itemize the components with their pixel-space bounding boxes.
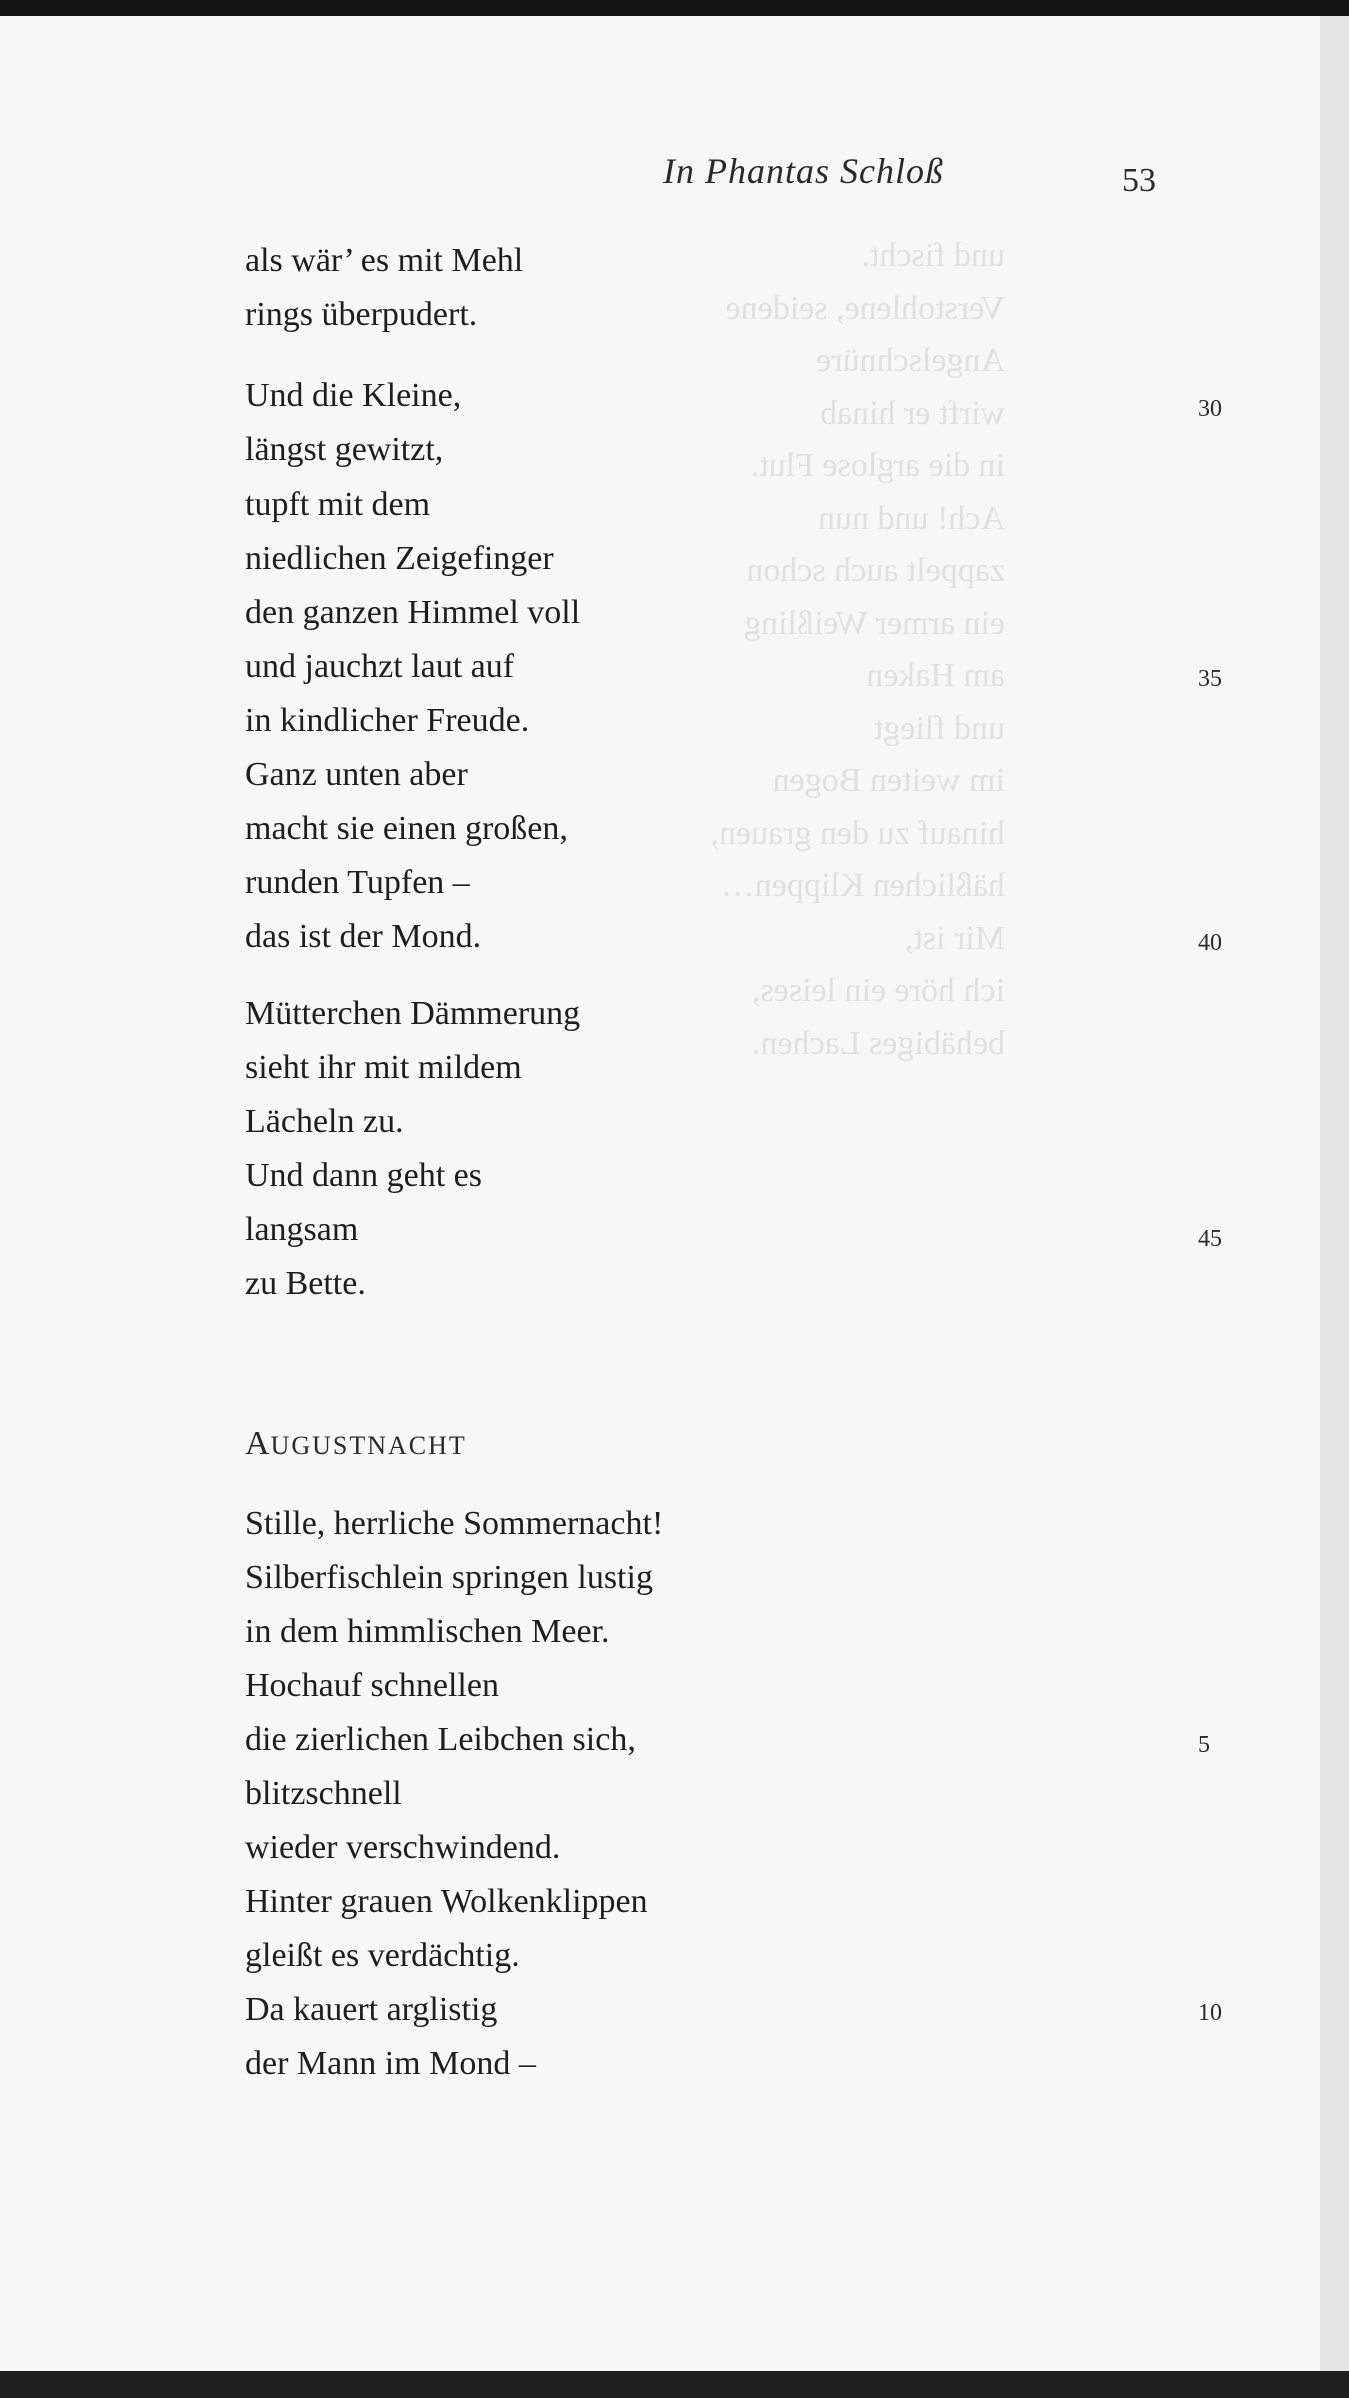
line-number: 40 — [1198, 930, 1222, 956]
augustnacht-line: die zierlichen Leibchen sich, — [245, 1721, 636, 1758]
line-number: 5 — [1198, 1732, 1210, 1758]
poem-line: macht sie einen großen, — [245, 810, 568, 847]
poem-line: und jauchzt laut auf — [245, 648, 515, 685]
line-number: 35 — [1198, 666, 1222, 692]
augustnacht-line: der Mann im Mond – — [245, 2045, 536, 2082]
page-edge — [1320, 16, 1349, 2371]
show-through-text: und fischt. Verstohlene, seidene Angelschnüre wirft er hinab in die arglose Flut. Ach! und nun zappelt auch schon ein armer Weißling am Haken und fliegt im weiten Bogen hinauf zu den grauen, häßlichen Klippen… Mir ist, ich höre ein leises, behäbiges Lachen. — [710, 237, 1005, 1062]
augustnacht-line: Hinter grauen Wolkenklippen — [245, 1883, 648, 1920]
poem-line: zu Bette. — [245, 1265, 366, 1302]
augustnacht-line: Da kauert arglistig — [245, 1991, 498, 2028]
line-number: 30 — [1198, 396, 1222, 422]
poem-line: als wär’ es mit Mehl — [245, 242, 524, 279]
scan-bottom-border — [0, 2371, 1349, 2398]
augustnacht-line: Hochauf schnellen — [245, 1667, 499, 1704]
poem-line: tupft mit dem — [245, 486, 431, 523]
section-title-initial: A — [245, 1425, 271, 1462]
poem-line: Und dann geht es — [245, 1157, 483, 1194]
running-title: In Phantas Schloß — [663, 151, 944, 191]
augustnacht-line: Stille, herrliche Sommernacht! — [245, 1505, 664, 1542]
poem-line: in kindlicher Freude. — [245, 702, 530, 739]
poem-line: Ganz unten aber — [245, 756, 468, 793]
poem-line: Und die Kleine, — [245, 377, 462, 414]
poem-line: sieht ihr mit mildem — [245, 1049, 522, 1086]
poem-line: den ganzen Himmel voll — [245, 594, 581, 631]
poem-line: Mütterchen Dämmerung — [245, 995, 581, 1032]
poem-line: rings überpudert. — [245, 296, 478, 333]
section-title-augustnacht — [245, 1425, 467, 1463]
line-number: 10 — [1198, 2000, 1222, 2026]
poem-line: längst gewitzt, — [245, 431, 444, 468]
poem-line: runden Tupfen – — [245, 864, 470, 901]
page-number: 53 — [1122, 162, 1156, 199]
poem-line: langsam — [245, 1211, 359, 1248]
augustnacht-line: in dem himmlischen Meer. — [245, 1613, 610, 1650]
scan-top-border — [0, 0, 1349, 16]
augustnacht-line: Silberfischlein springen lustig — [245, 1559, 653, 1596]
line-number: 45 — [1198, 1226, 1222, 1252]
augustnacht-line: blitzschnell — [245, 1775, 402, 1812]
section-title-rest: UGUSTNACHT — [270, 1431, 467, 1460]
poem-line: das ist der Mond. — [245, 918, 482, 955]
augustnacht-line: wieder verschwindend. — [245, 1829, 561, 1866]
augustnacht-line: gleißt es verdächtig. — [245, 1937, 520, 1974]
poem-line: niedlichen Zeigefinger — [245, 540, 554, 577]
poem-line: Lächeln zu. — [245, 1103, 404, 1140]
